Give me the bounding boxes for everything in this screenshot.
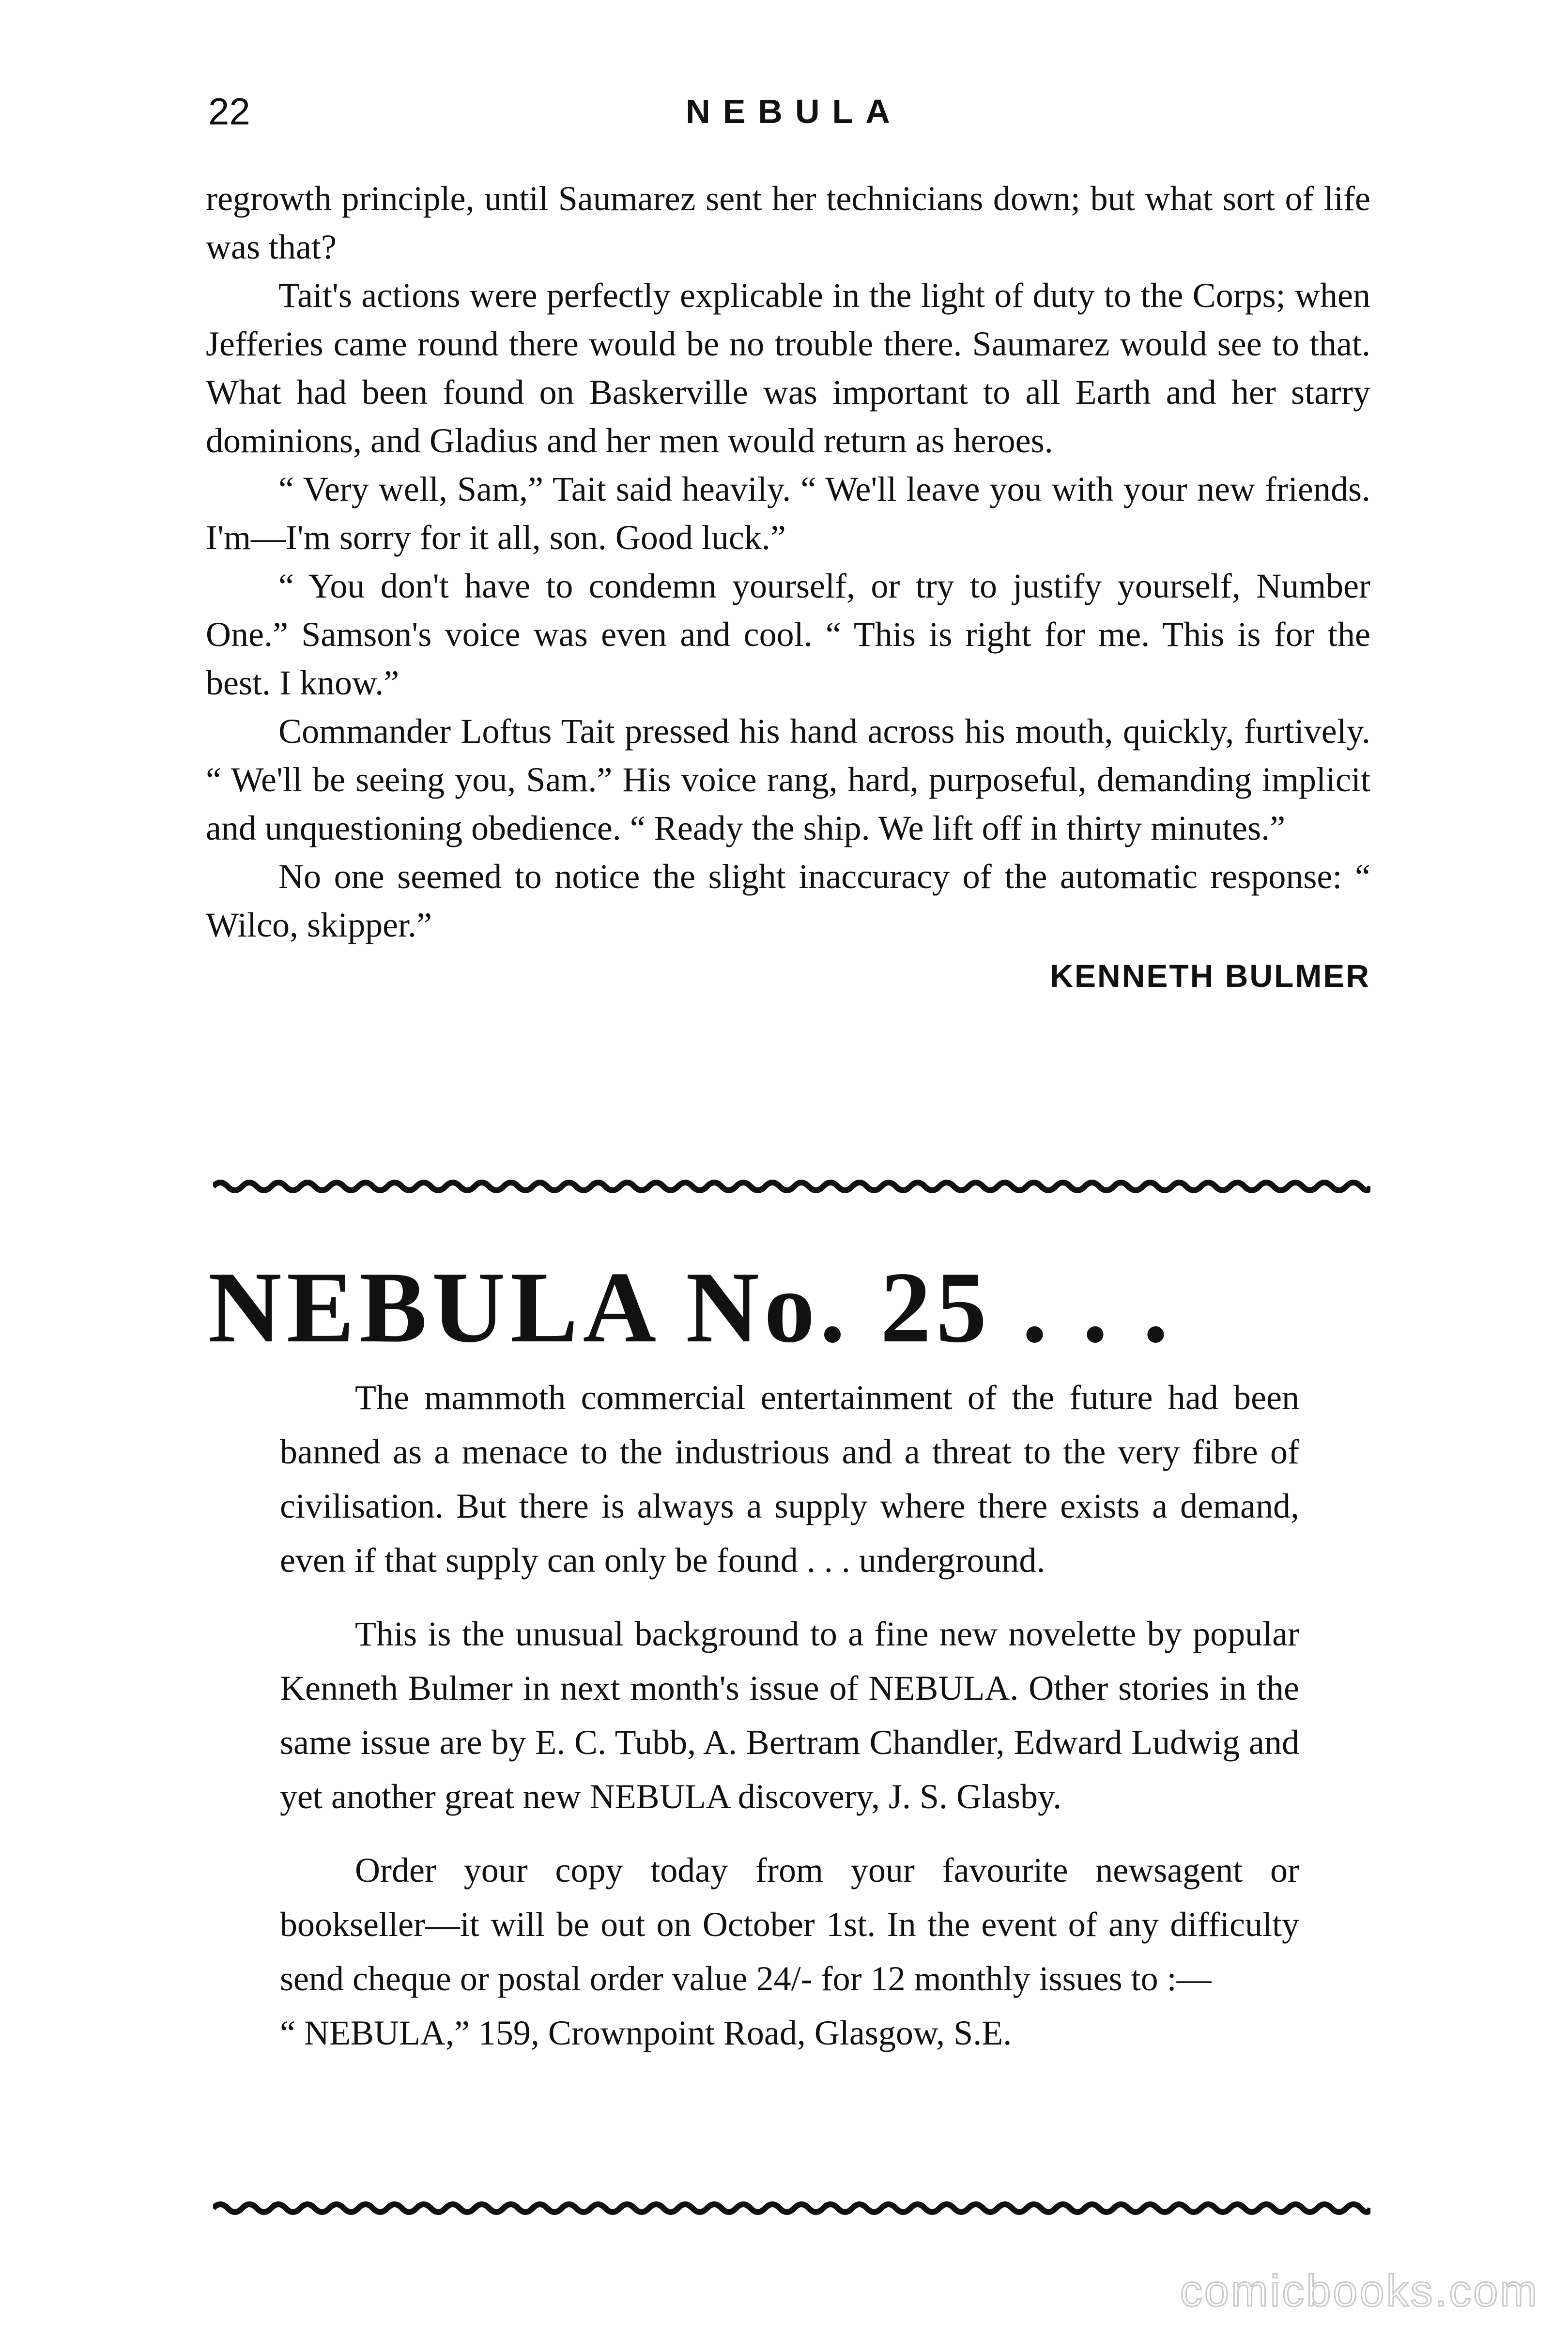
running-title: NEBULA	[686, 92, 903, 130]
advert-body	[280, 1370, 1299, 2060]
advert-paragraph: This is the unusual background to a fine new novelette by popular Kenneth Bulmer in next month's issue of NEBULA. Other stories in the same issue are by E. C. Tubb, A. Bertram Chandler, Edward Ludwig and yet another great new NEBULA discovery, J. S. Glasby.	[280, 1614, 1299, 1816]
story-paragraph: “ Very well, Sam,” Tait said heavily. “ We'll leave you with your new friends. I'm—I'm sorry for it all, son. Good luck.”	[206, 470, 1370, 557]
advert-title: NEBULA No. 25 . . .	[208, 1251, 1173, 1364]
page-header	[208, 85, 1380, 138]
wavy-divider	[213, 2199, 1370, 2218]
site-watermark: comicbooks.com	[1180, 2266, 1539, 2316]
story-paragraph: regrowth principle, until Saumarez sent her technicians down; but what sort of life was that?	[206, 179, 1370, 266]
author-byline: KENNETH BULMER	[1050, 958, 1370, 994]
wavy-divider	[213, 1177, 1370, 1196]
advert-paragraph: Order your copy today from your favourite newsagent or bookseller—it will be out on October 1st. In the event of any difficulty send cheque or postal order value 24/- for 12 monthly issues to :—	[280, 1851, 1299, 1998]
wavy-line-graphic	[213, 1177, 1370, 1196]
publisher-address: “ NEBULA,” 159, Crownpoint Road, Glasgow, S.E.	[280, 2014, 1012, 2052]
page-number: 22	[208, 90, 250, 133]
story-paragraph: Commander Loftus Tait pressed his hand across his mouth, quickly, furtively. “ We'll be seeing you, Sam.” His voice rang, hard, purposeful, demanding implicit and unquestioning obedience. “ Ready the ship. We lift off in thirty minutes.”	[206, 712, 1370, 847]
story-paragraph: No one seemed to notice the slight inaccuracy of the automatic response: “ Wilco, skipper.”	[206, 857, 1370, 944]
wavy-line-graphic	[213, 2199, 1370, 2218]
advert-paragraph: The mammoth commercial entertainment of the future had been banned as a menace to the industrious and a threat to the very fibre of civilisation. But there is always a supply where there exists a demand, even if that supply can only be found . . . underground.	[280, 1378, 1299, 1580]
story-paragraph: Tait's actions were perfectly explicable in the light of duty to the Corps; when Jefferies came round there would be no trouble there. Saumarez would see to that. What had been found on Baskerville was important to all Earth and her starry dominions, and Gladius and her men would return as heroes.	[206, 276, 1370, 460]
story-paragraph: “ You don't have to condemn yourself, or try to justify yourself, Number One.” Samson's voice was even and cool. “ This is right for me. This is for the best. I know.”	[206, 567, 1370, 702]
story-text	[206, 174, 1370, 1002]
